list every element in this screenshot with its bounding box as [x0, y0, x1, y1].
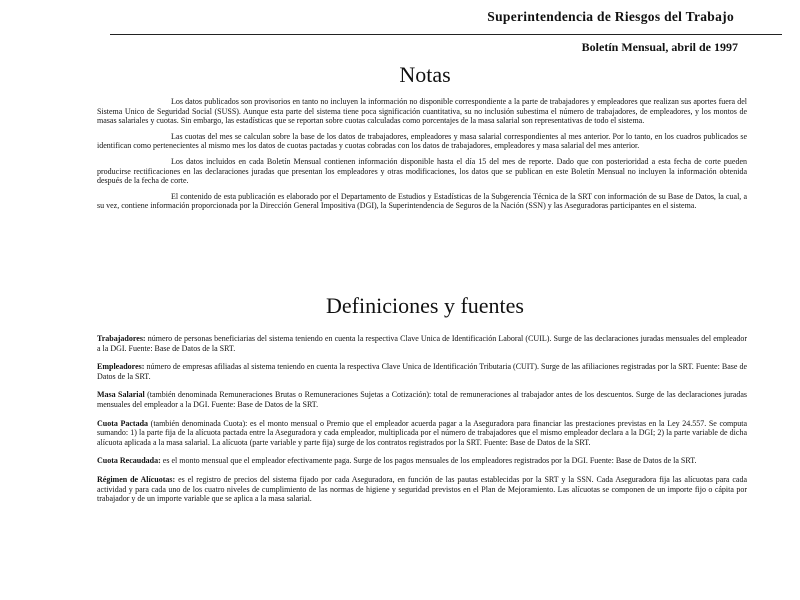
- definition-item: [97, 362, 747, 381]
- definition-term: Cuota Recaudada:: [97, 456, 161, 466]
- definition-term: Masa Salarial: [97, 390, 145, 400]
- definition-term: Trabajadores:: [97, 334, 146, 343]
- definition-text: es el monto mensual que el empleador efectivamente paga. Surge de los pagos mensuales de los empleadores registrados por la DGI. Fuente: Base de Datos de la SRT.: [160, 456, 697, 466]
- notas-paragraph: Los datos incluidos en cada Boletín Mensual contienen información disponible hasta el día 15 del mes de reporte. Dado que con posterioridad a esta fecha de corte pueden producirse rectificaciones en las declaraciones juradas que presentan los empleadores y otras modificaciones, los datos que se publican en este Boletín Mensual no incluyen la información obtenida después de la fecha de corte.: [97, 156, 747, 186]
- definition-text: es el registro de precios del sistema fijado por cada Aseguradora, en función de las pautas establecidas por la SRT y la SSN. Cada Aseguradora fija las alícuotas para cada actividad y para cada uno de los cuatro niveles de cumplimiento de las normas de higiene y seguridad previstos en el Plan de Mejoramiento. Las alícuotas se componen de un importe fijo o cápita por trabajador y de un importe variable que se aplica a la masa salarial.: [97, 474, 747, 504]
- notas-heading: Notas: [399, 62, 451, 87]
- definition-text: (también denominada Remuneraciones Brutas o Remuneraciones Sujetas a Cotización): total de remuneraciones al trabajador antes de los descuentos. Surge de las declaraciones juradas mensuales del empleador a la DGI. Fuente: Base de Datos de la SRT.: [97, 390, 747, 409]
- organization-header: Superintendencia de Riesgos del Trabajo: [487, 9, 734, 24]
- notas-section: [97, 97, 747, 217]
- definition-term: Régimen de Alícuotas:: [97, 474, 176, 484]
- definition-term: Cuota Pactada: [97, 418, 149, 428]
- notas-paragraph: Las cuotas del mes se calculan sobre la base de los datos de trabajadores, empleadores y masa salarial correspondientes al mes anterior. Por lo tanto, en los cuadros publicados se identifican como pertenecientes al mismo mes los datos de cuotas pactadas y cuotas cobradas con los datos de trabajadores, empleadores y masa salarial del mes anterior.: [97, 131, 747, 151]
- definiciones-section: [97, 334, 747, 513]
- definition-item: [97, 456, 747, 466]
- definition-item: [97, 419, 747, 448]
- definition-item: [97, 334, 747, 353]
- notas-paragraph: El contenido de esta publicación es elaborado por el Departamento de Estudios y Estadísticas de la Subgerencia Técnica de la SRT con información de su Base de Datos, la cual, a su vez, contiene información proporcionada por la Dirección General Impositiva (DGI), la Superintendencia de Seguros de la Nación (SSN) y las Aseguradoras participantes en el sistema.: [97, 191, 747, 211]
- definition-text: (también denominada Cuota): es el monto mensual o Premio que el empleador acuerda pagar a la Aseguradora para financiar las prestaciones previstas en la Ley 24.557. Se computa sumando: 1) la parte fija de la alícuota pactada entre la Aseguradora y cada empleador, multiplicada por el número de trabajadores que el mismo empleador declara a la DGI; 2) la parte variable de dicha alícuota aplicada a la masa salarial. La alícuota (parte variable y parte fija) surge de los contratos registrados por la SRT. Fuente: Base de Datos de la SRT.: [97, 418, 747, 447]
- definition-term: Empleadores:: [97, 362, 145, 372]
- definiciones-heading: Definiciones y fuentes: [326, 293, 524, 318]
- notas-paragraph: Los datos publicados son provisorios en tanto no incluyen la información no disponible correspondiente a la parte de trabajadores y empleadores que realizan sus aportes fuera del Sistema Unico de Seguridad Social (SUSS). Aunque esta parte del sistema tiene poca significación cuantitativa, su no inclusión subestima el número de trabajadores, de empleadores, y los montos de masas salariales y cuotas. Sin embargo, las estadísticas que se reportan sobre cuotas calculadas como porcentajes de la masa salarial son representativas de todo el sistema.: [97, 97, 747, 126]
- definition-text: número de empresas afiliadas al sistema teniendo en cuenta la respectiva Clave Unica de Identificación Tributaria (CUIT). Surge de las afiliaciones registradas por la SRT. Fuente: Base de Datos de la SRT.: [97, 362, 747, 381]
- definition-item: [97, 475, 747, 504]
- bulletin-subtitle: Boletín Mensual, abril de 1997: [581, 40, 738, 54]
- definition-item: [97, 390, 747, 409]
- header-divider: [110, 34, 782, 35]
- definition-text: número de personas beneficiarias del sistema teniendo en cuenta la respectiva Clave Unica de Identificación Laboral (CUIL). Surge de las declaraciones juradas mensuales del empleador a la DGI. Fuente: Base de Datos de la SRT.: [97, 334, 747, 353]
